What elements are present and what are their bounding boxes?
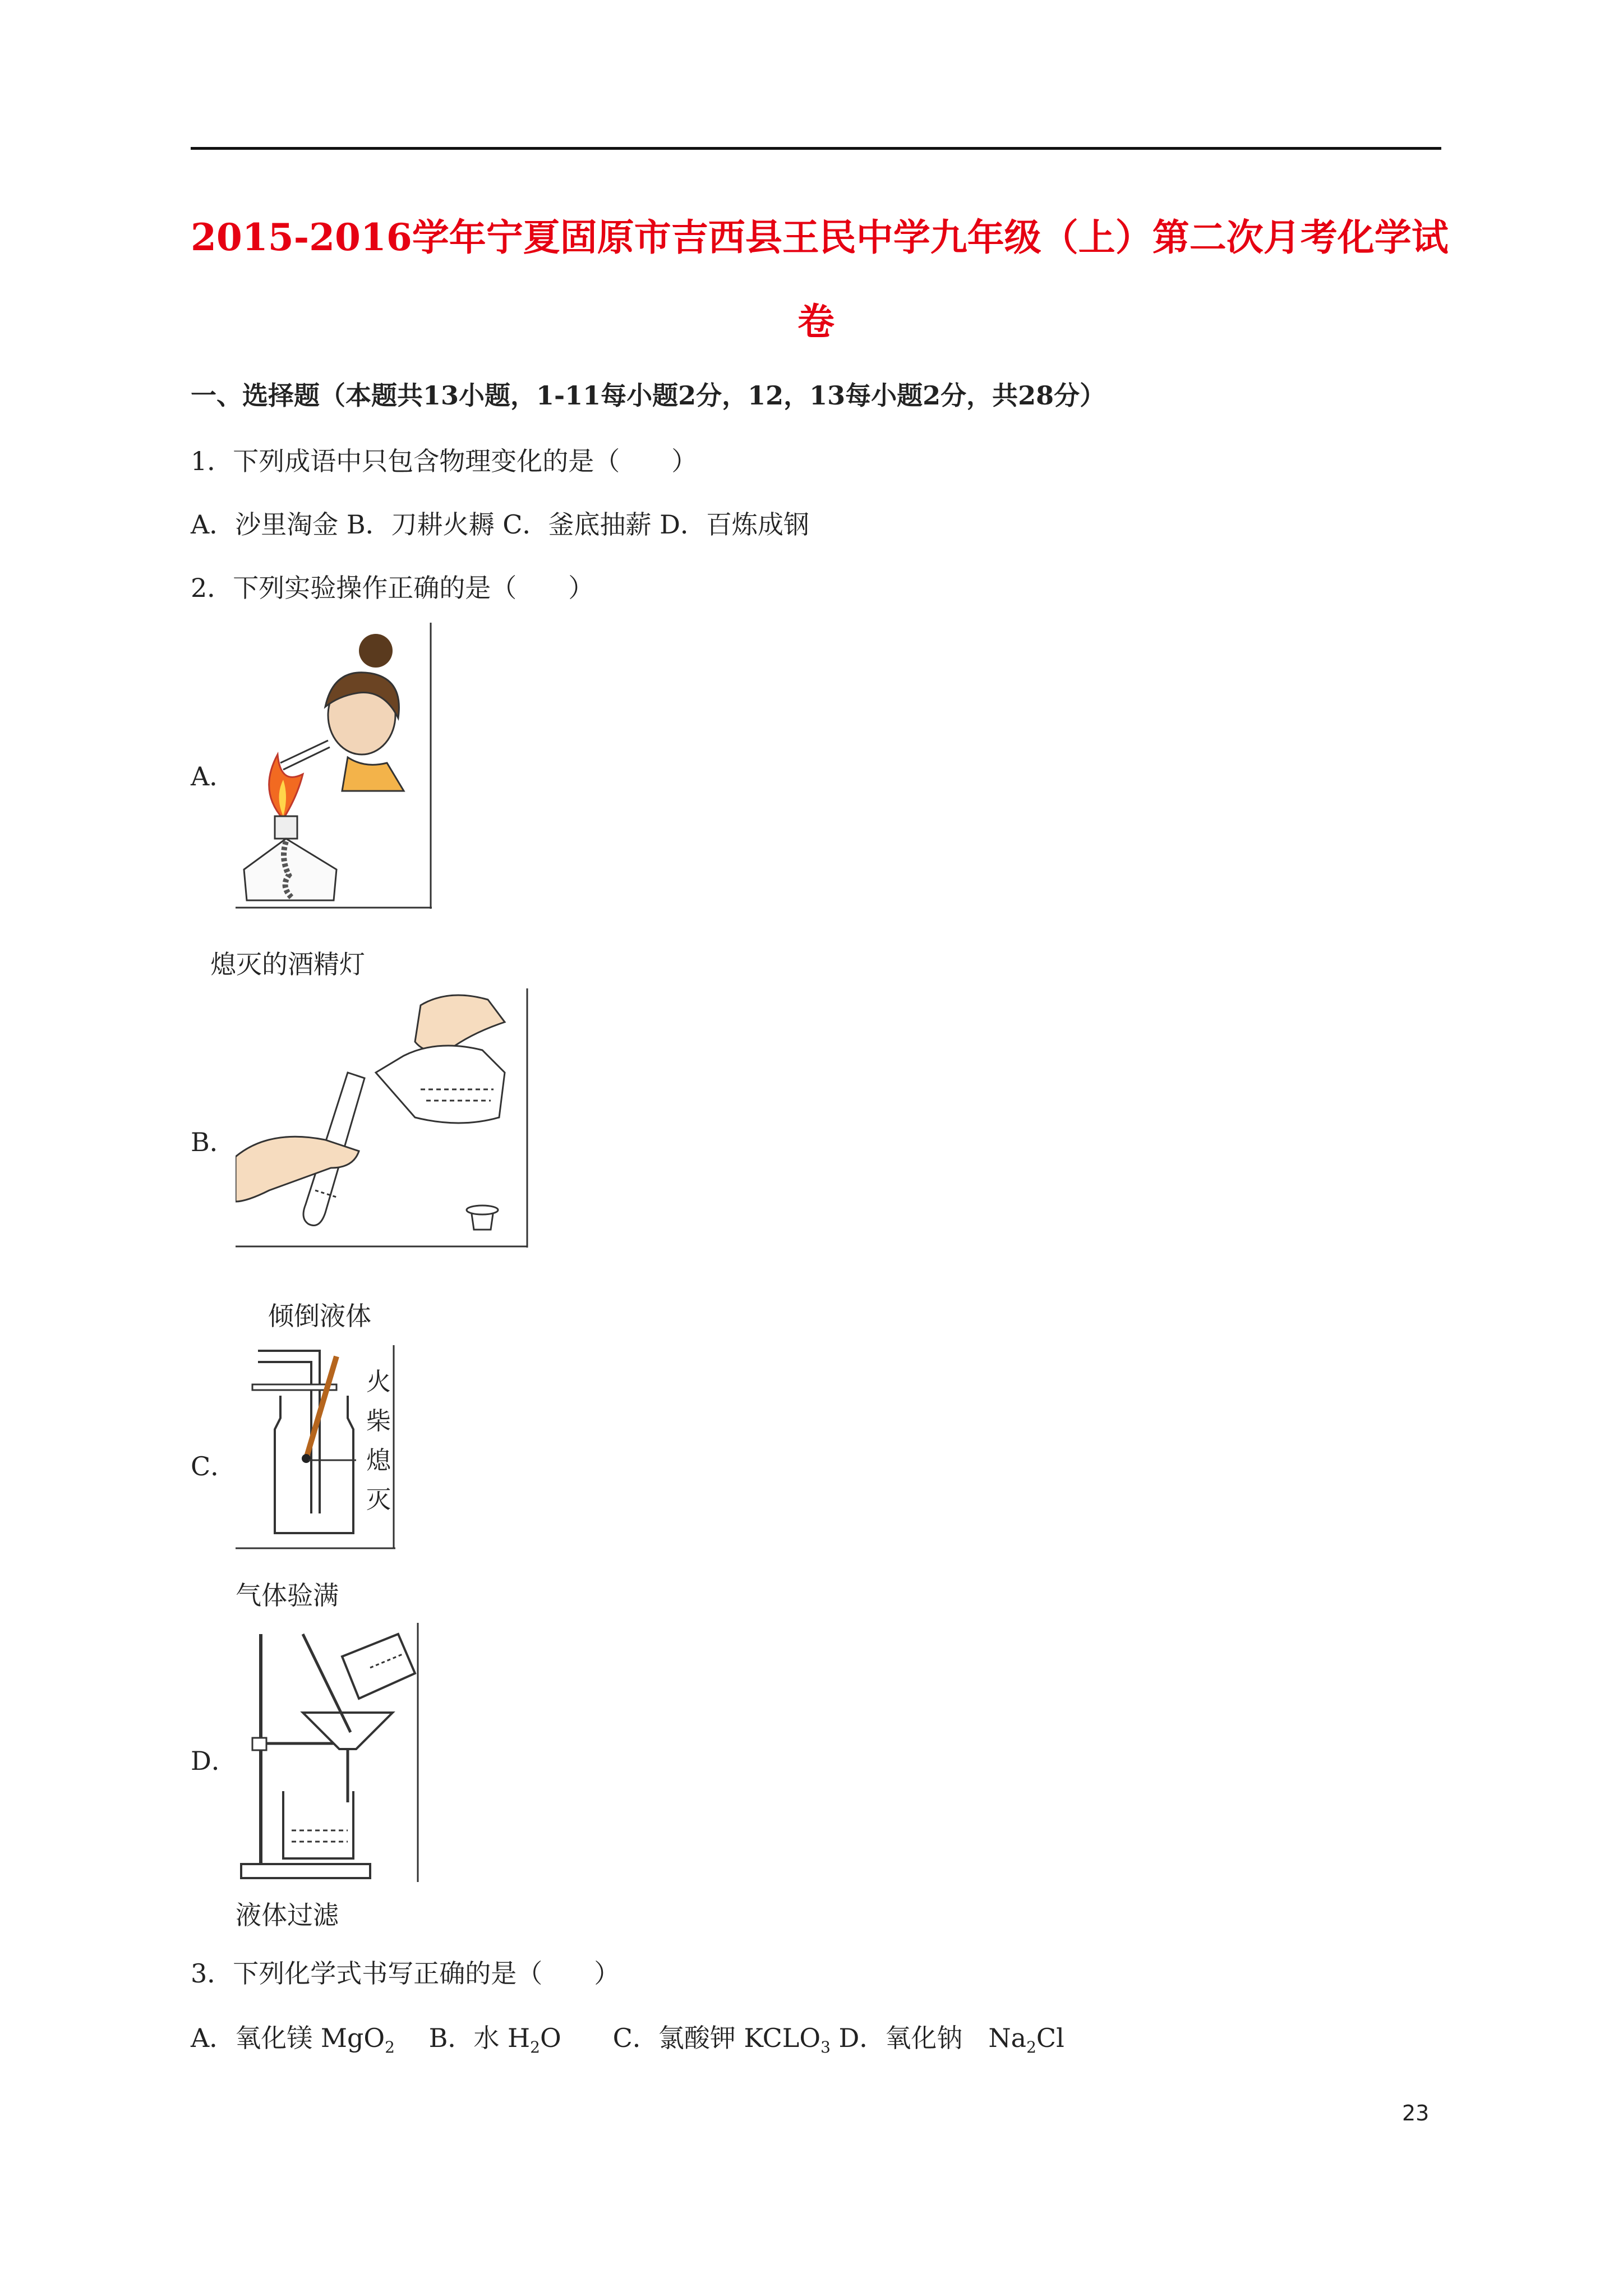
q2-option-b-label: B．	[191, 1127, 236, 1157]
header-rule	[191, 147, 1441, 150]
q2-option-d-caption: 液体过滤	[236, 1900, 339, 1930]
q1-stem: 1．下列成语中只包含物理变化的是（ ）	[191, 446, 698, 476]
q3-options	[191, 2021, 1064, 2064]
page-number: 23	[1402, 2101, 1430, 2125]
match-label-char-3: 熄	[366, 1446, 391, 1475]
q2-stem: 2．下列实验操作正确的是（ ）	[191, 573, 594, 603]
q2-option-a-caption: 熄灭的酒精灯	[210, 949, 365, 979]
q3-option-a: A．氧化镁 MgO$_2$	[191, 2023, 395, 2057]
match-label-char-2: 柴	[366, 1407, 391, 1435]
q3-stem: 3．下列化学式书写正确的是（ ）	[191, 1958, 620, 1989]
q2-option-d-label: D．	[191, 1746, 237, 1776]
q2-option-a-label: A．	[191, 761, 236, 792]
alcohol-lamp-figure	[236, 623, 432, 909]
q3-option-b: B．水 $H_2O$	[428, 2023, 561, 2057]
q3-option-c: C．氯酸钾 $KCLO_3$	[612, 2023, 831, 2057]
q1-options: A．沙里淘金 B．刀耕火耨 C．釜底抽薪 D．百炼成钢	[191, 509, 809, 540]
match-label-char-4: 灭	[366, 1485, 391, 1514]
q2-option-c-caption: 气体验满	[236, 1580, 339, 1611]
exam-title-line2: 卷	[797, 300, 834, 343]
q2-option-b-caption: 倾倒液体	[268, 1301, 371, 1331]
pouring-liquid-figure	[236, 988, 530, 1249]
q3-option-d: D．氧化钠 $Na_2Cl$	[838, 2023, 1064, 2057]
exam-title-line1: 2015-2016学年宁夏固原市吉西县王民中学九年级（上）第二次月考化学试	[191, 215, 1449, 259]
match-label-char-1: 火	[366, 1368, 391, 1396]
filtration-figure	[236, 1623, 421, 1884]
q2-option-c-label: C．	[191, 1451, 237, 1481]
section-heading: 一、选择题（本题共13小题，1-11每小题2分，12，13每小题2分，共28分）	[191, 380, 1106, 411]
gas-bottle-figure	[236, 1345, 398, 1550]
